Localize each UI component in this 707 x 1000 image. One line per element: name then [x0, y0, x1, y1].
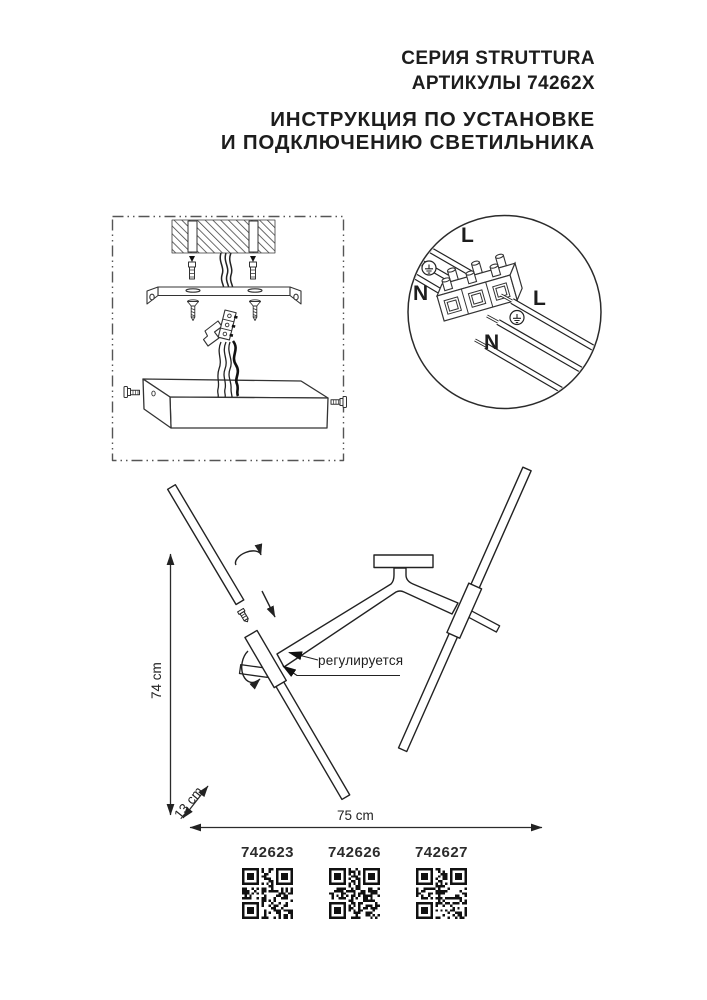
dim-height-label: 74 cm — [149, 662, 164, 699]
label-fixture-live: L — [533, 287, 546, 310]
earth-icon-lamp — [510, 311, 524, 325]
label-fixture-neutral: N — [484, 331, 500, 354]
adjust-note: регулируется — [318, 653, 404, 668]
wall-anchor-right — [250, 256, 257, 279]
wall-anchor-left — [189, 256, 196, 279]
article-number: 742626 — [327, 844, 382, 861]
series-title: СЕРИЯ STRUTTURA — [401, 48, 595, 69]
locking-screw — [238, 608, 251, 623]
rotation-arrow-top — [235, 551, 261, 565]
ceiling-plate — [374, 555, 433, 568]
article-number: 742627 — [414, 844, 469, 861]
dim-width-label: 75 cm — [337, 808, 374, 823]
article-number: 742623 — [240, 844, 295, 861]
dim-depth-label: 13 cm — [171, 783, 207, 822]
mounting-bracket — [147, 287, 301, 304]
wiring-detail — [391, 216, 604, 409]
article-item — [311, 845, 398, 919]
label-supply-live: L — [461, 224, 474, 247]
side-screw-right — [331, 397, 347, 408]
qr-code — [416, 868, 467, 919]
terminal-block-small — [218, 310, 238, 341]
supply-wires — [220, 253, 233, 291]
rod-upper-left — [168, 485, 244, 605]
detail-circle — [408, 216, 601, 409]
instruction-title-line2: И ПОДКЛЮЧЕНИЮ СВЕТИЛЬНИКА — [220, 131, 595, 154]
bracket-screw-right — [250, 300, 261, 321]
article-list — [0, 845, 707, 935]
bracket-screw-left — [188, 300, 199, 321]
terminal-assembly — [204, 310, 239, 346]
earth-icon-supply — [422, 261, 436, 275]
ceiling-block — [172, 220, 275, 253]
mounting-diagram — [113, 217, 347, 461]
canopy-box — [143, 379, 328, 428]
article-item — [224, 845, 311, 919]
qr-code — [329, 868, 380, 919]
fixture-diagram — [168, 467, 542, 827]
dimensions — [171, 554, 543, 828]
instruction-title-line1: ИНСТРУКЦИЯ ПО УСТАНОВКЕ — [270, 108, 595, 131]
insert-arrow — [262, 591, 275, 617]
article-item — [398, 845, 485, 919]
qr-code — [242, 868, 293, 919]
side-screw-left — [124, 387, 140, 398]
label-supply-neutral: N — [413, 282, 429, 305]
articles-subtitle: АРТИКУЛЫ 74262X — [411, 73, 595, 94]
